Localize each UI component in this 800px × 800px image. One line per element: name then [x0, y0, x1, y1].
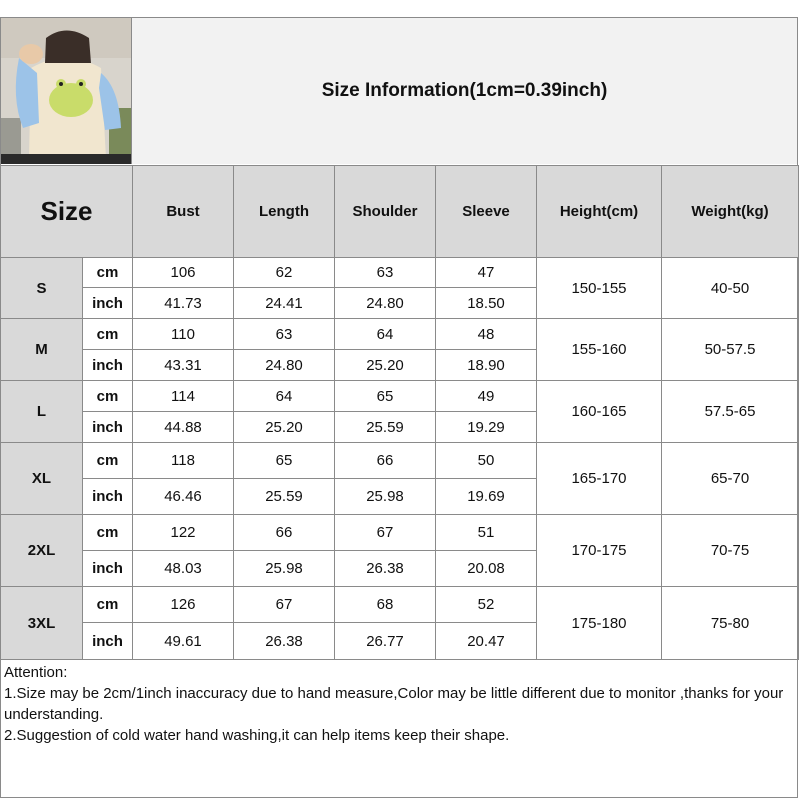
- weight-range: 75-80: [662, 587, 799, 660]
- cell-cm: 66: [234, 515, 335, 551]
- unit-inch: inch: [83, 288, 133, 319]
- unit-cm: cm: [83, 258, 133, 288]
- cell-cm: 64: [335, 319, 436, 350]
- header-height: Height(cm): [537, 166, 662, 258]
- size-row-cm: [1, 381, 799, 412]
- unit-cm: cm: [83, 443, 133, 479]
- cell-inch: 46.46: [133, 479, 234, 515]
- cell-inch: 18.50: [436, 288, 537, 319]
- cell-inch: 41.73: [133, 288, 234, 319]
- weight-range: 70-75: [662, 515, 799, 587]
- cell-cm: 52: [436, 587, 537, 623]
- cell-inch: 20.47: [436, 623, 537, 660]
- size-row-cm: [1, 587, 799, 623]
- cell-cm: 126: [133, 587, 234, 623]
- cell-cm: 49: [436, 381, 537, 412]
- cell-inch: 49.61: [133, 623, 234, 660]
- height-range: 160-165: [537, 381, 662, 443]
- hoodie-model-image: [1, 18, 131, 164]
- cell-cm: 106: [133, 258, 234, 288]
- size-label: 2XL: [1, 515, 83, 587]
- cell-inch: 24.80: [335, 288, 436, 319]
- cell-cm: 122: [133, 515, 234, 551]
- header-shoulder: Shoulder: [335, 166, 436, 258]
- unit-cm: cm: [83, 381, 133, 412]
- note-1: 1.Size may be 2cm/1inch inaccuracy due to hand measure,Color may be little different due to monitor ,thanks for your understanding.: [4, 685, 784, 723]
- cell-inch: 26.38: [234, 623, 335, 660]
- unit-inch: inch: [83, 412, 133, 443]
- size-row-cm: [1, 515, 799, 551]
- weight-range: 57.5-65: [662, 381, 799, 443]
- cell-cm: 114: [133, 381, 234, 412]
- cell-inch: 25.98: [234, 551, 335, 587]
- header-length: Length: [234, 166, 335, 258]
- cell-cm: 68: [335, 587, 436, 623]
- unit-inch: inch: [83, 551, 133, 587]
- header-row: [1, 166, 799, 258]
- cell-cm: 48: [436, 319, 537, 350]
- size-label: 3XL: [1, 587, 83, 660]
- cell-cm: 63: [234, 319, 335, 350]
- note-2: 2.Suggestion of cold water hand washing,it can help items keep their shape.: [4, 727, 510, 744]
- cell-cm: 65: [335, 381, 436, 412]
- chart-title: Size Information(1cm=0.39inch): [321, 80, 608, 101]
- cell-inch: 44.88: [133, 412, 234, 443]
- unit-cm: cm: [83, 587, 133, 623]
- size-label: XL: [1, 443, 83, 515]
- product-photo: [1, 18, 132, 164]
- size-table: [0, 165, 799, 660]
- cell-cm: 66: [335, 443, 436, 479]
- size-row-cm: [1, 258, 799, 288]
- cell-cm: 65: [234, 443, 335, 479]
- header-sleeve: Sleeve: [436, 166, 537, 258]
- unit-inch: inch: [83, 623, 133, 660]
- height-range: 170-175: [537, 515, 662, 587]
- header-bust: Bust: [133, 166, 234, 258]
- cell-inch: 20.08: [436, 551, 537, 587]
- weight-range: 65-70: [662, 443, 799, 515]
- cell-inch: 18.90: [436, 350, 537, 381]
- cell-cm: 118: [133, 443, 234, 479]
- cell-inch: 26.38: [335, 551, 436, 587]
- size-row-cm: [1, 319, 799, 350]
- size-label: L: [1, 381, 83, 443]
- height-range: 150-155: [537, 258, 662, 319]
- unit-inch: inch: [83, 479, 133, 515]
- height-range: 175-180: [537, 587, 662, 660]
- cell-inch: 24.80: [234, 350, 335, 381]
- cell-cm: 110: [133, 319, 234, 350]
- cell-inch: 25.59: [335, 412, 436, 443]
- attention-notes: [4, 662, 794, 746]
- header-weight: Weight(kg): [662, 166, 799, 258]
- cell-cm: 67: [234, 587, 335, 623]
- cell-cm: 62: [234, 258, 335, 288]
- cell-inch: 25.20: [234, 412, 335, 443]
- unit-inch: inch: [83, 350, 133, 381]
- title-cell: [132, 18, 797, 164]
- cell-inch: 19.29: [436, 412, 537, 443]
- height-range: 155-160: [537, 319, 662, 381]
- cell-cm: 67: [335, 515, 436, 551]
- unit-cm: cm: [83, 515, 133, 551]
- cell-cm: 47: [436, 258, 537, 288]
- weight-range: 50-57.5: [662, 319, 799, 381]
- unit-cm: cm: [83, 319, 133, 350]
- cell-inch: 25.98: [335, 479, 436, 515]
- height-range: 165-170: [537, 443, 662, 515]
- cell-inch: 48.03: [133, 551, 234, 587]
- cell-inch: 25.20: [335, 350, 436, 381]
- cell-cm: 64: [234, 381, 335, 412]
- cell-inch: 25.59: [234, 479, 335, 515]
- cell-inch: 24.41: [234, 288, 335, 319]
- cell-cm: 51: [436, 515, 537, 551]
- cell-inch: 26.77: [335, 623, 436, 660]
- size-label: S: [1, 258, 83, 319]
- weight-range: 40-50: [662, 258, 799, 319]
- cell-cm: 63: [335, 258, 436, 288]
- notes-heading: Attention:: [4, 664, 68, 681]
- cell-inch: 43.31: [133, 350, 234, 381]
- header-size: Size: [1, 166, 133, 258]
- size-label: M: [1, 319, 83, 381]
- size-row-cm: [1, 443, 799, 479]
- cell-inch: 19.69: [436, 479, 537, 515]
- cell-cm: 50: [436, 443, 537, 479]
